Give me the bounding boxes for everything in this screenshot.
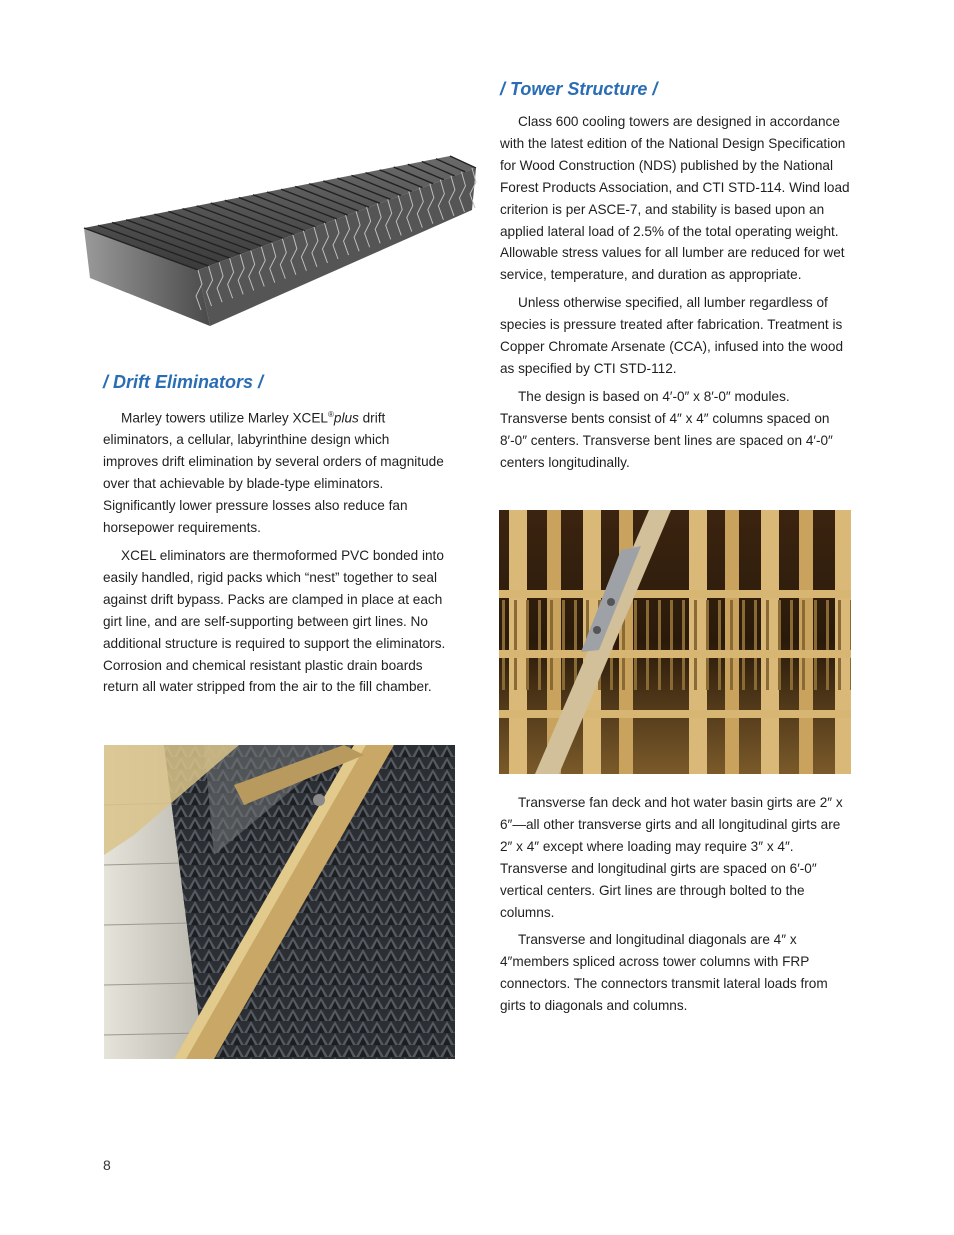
tower-wood-structure-photo [499,510,851,774]
drift-eliminators-paragraph-1: Marley towers utilize Marley XCEL®plus drift eliminators, a cellular, labyrinthine design which improves drift elimination by several orders of magnitude over that achievable by blade-type eliminators. Significantly lower pressure losses also reduce fan horsepower requirements. [103,410,444,536]
tower-structure-text-bottom [500,792,852,1023]
tower-structure-paragraph-4: Transverse fan deck and hot water basin girts are 2″ x 6″—all other transverse girts and all longitudinal girts are 2″ x 4″ except where loading may require 3″ x 4″. Transverse and longitudinal girts are spaced on 6′-0″ vertical centers. Girt lines are through bolted to the columns. [500,795,843,920]
page-number: 8 [103,1157,111,1173]
tower-structure-text-top [500,111,852,480]
tower-structure-paragraph-1: Class 600 cooling towers are designed in accordance with the latest edition of the National Design Specification for Wood Construction (NDS) published by the National Forest Products Association, and CTI STD-114. Wind load criterion is per ASCE-7, and stability is based upon an applied lateral load of 2.5% of the total operating weight. Allowable stress values for all lumber are reduced for wet service, temperature, and duration as appropriate. [500,114,850,283]
installed-eliminators-photo [104,745,455,1059]
drift-eliminators-heading: / Drift Eliminators / [103,372,264,392]
drift-eliminators-paragraph-2: XCEL eliminators are thermoformed PVC bonded into easily handled, rigid packs which “nest” together to seal against drift bypass. Packs are clamped in place at each girt line, and are self-supporting between girt lines. No additional structure is required to support the eliminators. Corrosion and chemical resistant plastic drain boards return all water stripped from the air to the fill chamber. [103,547,446,695]
tower-structure-paragraph-2: Unless otherwise specified, all lumber regardless of species is pressure treated after fabrication. Treatment is Copper Chromate Arsenate (CCA), infused into the wood as specified by CTI STD-112. [500,295,844,376]
drift-eliminators-text [103,404,448,704]
tower-structure-paragraph-5: Transverse and longitudinal diagonals are 4″ x 4″members spliced across tower columns with FRP connectors. The connectors transmit lateral loads from girts to diagonals and columns. [500,932,828,1014]
tower-structure-heading: / Tower Structure / [500,79,658,99]
tower-structure-paragraph-3: The design is based on 4′-0″ x 8′-0″ modules. Transverse bents consist of 4″ x 4″ columns spaced on 8′-0″ centers. Transverse bent lines are spaced on 4′-0″ centers longitudinally. [500,388,833,470]
drift-eliminator-pack-image [80,150,480,330]
